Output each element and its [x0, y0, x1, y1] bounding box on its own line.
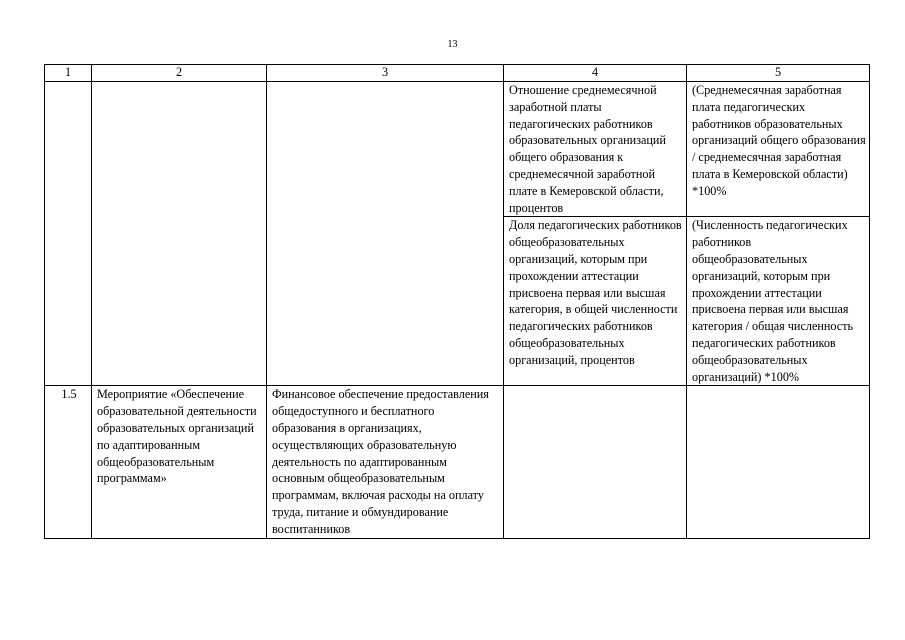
table-header-row	[45, 65, 870, 82]
activity-name-cell	[92, 82, 267, 386]
column-number-5: 5	[687, 65, 870, 82]
indicator-name-cell	[504, 386, 687, 538]
column-number-4: 4	[504, 65, 687, 82]
column-number-2: 2	[92, 65, 267, 82]
indicator-name-cell: Доля педагогических работников общеобразовательных организаций, которым при прохождении аттестации присвоена первая или высшая категория, в общей численности педагогических работников общеобразовательных организаций, процентов	[504, 217, 687, 386]
indicator-name-cell: Отношение среднемесячной заработной платы педагогических работников образовательных организаций общего образования к среднемесячной заработной плате в Кемеровской области, процентов	[504, 82, 687, 217]
page-number: 13	[447, 39, 458, 50]
row-number-cell: 1.5	[45, 386, 92, 538]
table-row	[45, 386, 870, 538]
table-row	[45, 82, 870, 217]
program-table	[44, 64, 870, 539]
column-number-3: 3	[267, 65, 504, 82]
indicator-formula-cell: (Численность педагогических работников общеобразовательных организаций, которым при прохождении аттестации присвоена первая или высшая категория / общая численность педагогических работников общеобразовательных организаций) *100%	[687, 217, 870, 386]
activity-description-cell: Финансовое обеспечение предоставления общедоступного и бесплатного образования в организациях, осуществляющих образовательную деятельность по адаптированным основным общеобразовательным программам, включая расходы на оплату труда, питание и обмундирование воспитанников	[267, 386, 504, 538]
activity-description-cell	[267, 82, 504, 386]
row-number-cell	[45, 82, 92, 386]
column-number-1: 1	[45, 65, 92, 82]
indicator-formula-cell: (Среднемесячная заработная плата педагогических работников образовательных организаций общего образования / среднемесячная заработная плата в Кемеровской области) *100%	[687, 82, 870, 217]
indicator-formula-cell	[687, 386, 870, 538]
activity-name-cell: Мероприятие «Обеспечение образовательной деятельности образовательных организаций по адаптированным общеобразовательным программам»	[92, 386, 267, 538]
